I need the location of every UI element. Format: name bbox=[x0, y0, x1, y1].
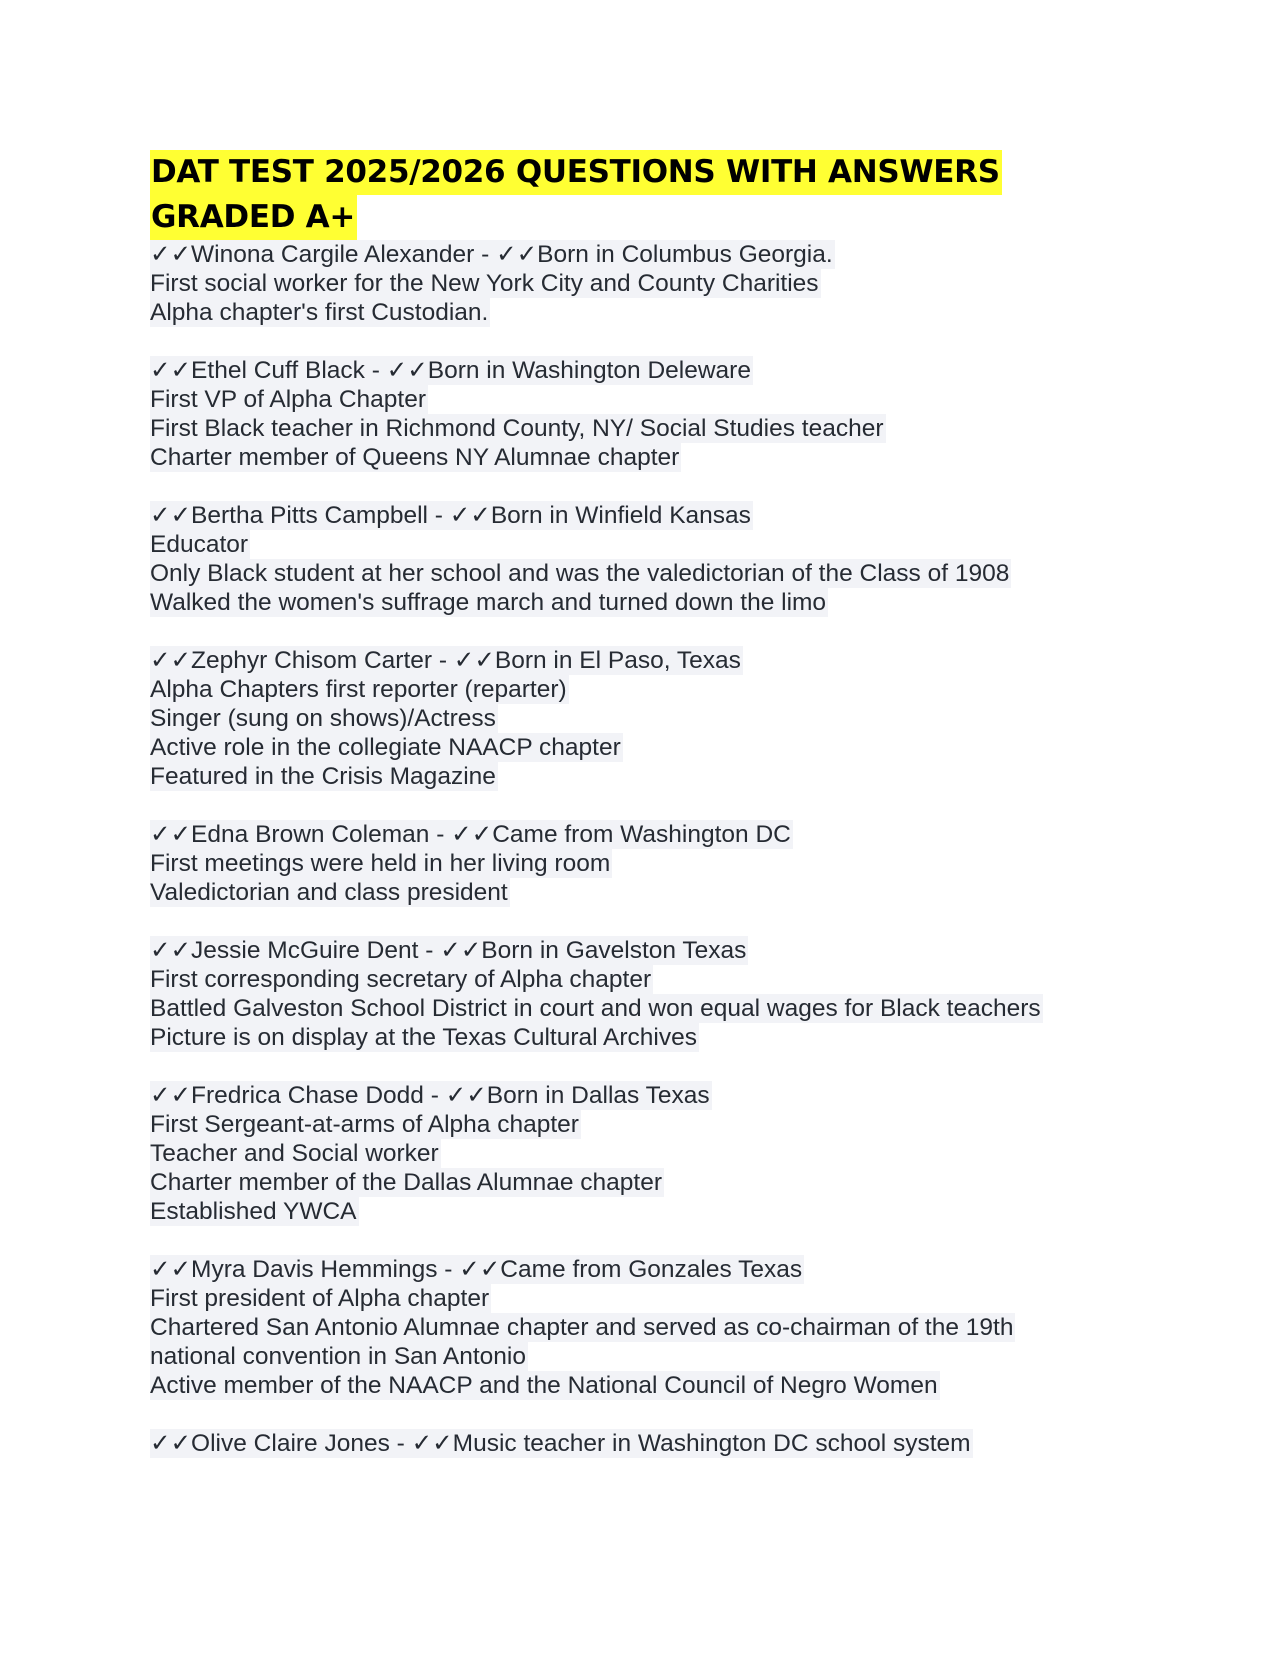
line-text: First meetings were held in her living room bbox=[150, 850, 611, 877]
line-text: ✓✓Fredrica Chase Dodd - ✓✓Born in Dallas Texas bbox=[150, 1082, 710, 1109]
qa-answer-line bbox=[150, 1168, 1160, 1197]
line-text: Only Black student at her school and was the valedictorian of the Class of 1908 bbox=[150, 560, 1010, 587]
qa-answer-line bbox=[150, 675, 1160, 704]
line-text: ✓✓Winona Cargile Alexander - ✓✓Born in Columbus Georgia. bbox=[150, 241, 833, 268]
line-text: ✓✓Zephyr Chisom Carter - ✓✓Born in El Paso, Texas bbox=[150, 647, 741, 674]
qa-answer-line bbox=[150, 385, 1160, 414]
qa-answer-line bbox=[150, 414, 1160, 443]
line-text: national convention in San Antonio bbox=[150, 1343, 526, 1370]
qa-entry bbox=[150, 936, 1160, 1052]
qa-answer-line bbox=[150, 588, 1160, 617]
qa-question-line bbox=[150, 1255, 1160, 1284]
line-text: Charter member of the Dallas Alumnae chapter bbox=[150, 1169, 663, 1196]
line-text: Featured in the Crisis Magazine bbox=[150, 763, 496, 790]
qa-answer-line bbox=[150, 878, 1160, 907]
line-text: ✓✓Jessie McGuire Dent - ✓✓Born in Gavelston Texas bbox=[150, 937, 747, 964]
qa-entry bbox=[150, 356, 1160, 472]
qa-question-line bbox=[150, 936, 1160, 965]
qa-answer-line bbox=[150, 1371, 1160, 1400]
qa-question-line bbox=[150, 501, 1160, 530]
qa-question-line bbox=[150, 646, 1160, 675]
qa-entry bbox=[150, 1081, 1160, 1226]
document-page bbox=[150, 150, 1160, 1487]
qa-answer-line bbox=[150, 1342, 1160, 1371]
qa-answer-line bbox=[150, 1313, 1160, 1342]
line-text: Established YWCA bbox=[150, 1198, 357, 1225]
qa-entry bbox=[150, 240, 1160, 327]
line-text: First Sergeant-at-arms of Alpha chapter bbox=[150, 1111, 579, 1138]
line-text: ✓✓Edna Brown Coleman - ✓✓Came from Washington DC bbox=[150, 821, 791, 848]
line-text: Picture is on display at the Texas Cultural Archives bbox=[150, 1024, 697, 1051]
title-line-1: DAT TEST 2025/2026 QUESTIONS WITH ANSWERS bbox=[150, 150, 1002, 195]
document-title bbox=[150, 150, 1160, 240]
line-text: Battled Galveston School District in court and won equal wages for Black teachers bbox=[150, 995, 1041, 1022]
line-text: First corresponding secretary of Alpha chapter bbox=[150, 966, 652, 993]
qa-entry bbox=[150, 646, 1160, 791]
line-text: Teacher and Social worker bbox=[150, 1140, 439, 1167]
question-answer-list bbox=[150, 240, 1160, 1458]
line-text: Chartered San Antonio Alumnae chapter and served as co-chairman of the 19th bbox=[150, 1314, 1014, 1341]
qa-answer-line bbox=[150, 1023, 1160, 1052]
line-text: First Black teacher in Richmond County, NY/ Social Studies teacher bbox=[150, 415, 884, 442]
qa-answer-line bbox=[150, 704, 1160, 733]
line-text: ✓✓Olive Claire Jones - ✓✓Music teacher in Washington DC school system bbox=[150, 1430, 971, 1457]
line-text: ✓✓Ethel Cuff Black - ✓✓Born in Washington Deleware bbox=[150, 357, 751, 384]
qa-entry bbox=[150, 820, 1160, 907]
line-text: Active role in the collegiate NAACP chapter bbox=[150, 734, 621, 761]
qa-entry bbox=[150, 1255, 1160, 1400]
line-text: Alpha Chapters first reporter (reparter) bbox=[150, 676, 567, 703]
qa-answer-line bbox=[150, 994, 1160, 1023]
qa-answer-line bbox=[150, 443, 1160, 472]
line-text: First social worker for the New York City and County Charities bbox=[150, 270, 819, 297]
line-text: Educator bbox=[150, 531, 249, 558]
qa-answer-line bbox=[150, 849, 1160, 878]
line-text: ✓✓Bertha Pitts Campbell - ✓✓Born in Winfield Kansas bbox=[150, 502, 751, 529]
qa-answer-line bbox=[150, 530, 1160, 559]
qa-answer-line bbox=[150, 559, 1160, 588]
title-line-2: GRADED A+ bbox=[150, 195, 357, 240]
line-text: First VP of Alpha Chapter bbox=[150, 386, 426, 413]
qa-question-line bbox=[150, 1081, 1160, 1110]
qa-answer-line bbox=[150, 733, 1160, 762]
qa-question-line bbox=[150, 820, 1160, 849]
line-text: Alpha chapter's first Custodian. bbox=[150, 299, 489, 326]
qa-answer-line bbox=[150, 1139, 1160, 1168]
qa-answer-line bbox=[150, 298, 1160, 327]
qa-answer-line bbox=[150, 762, 1160, 791]
qa-answer-line bbox=[150, 1284, 1160, 1313]
qa-entry bbox=[150, 1429, 1160, 1458]
line-text: ✓✓Myra Davis Hemmings - ✓✓Came from Gonzales Texas bbox=[150, 1256, 803, 1283]
line-text: First president of Alpha chapter bbox=[150, 1285, 490, 1312]
qa-answer-line bbox=[150, 1197, 1160, 1226]
line-text: Charter member of Queens NY Alumnae chapter bbox=[150, 444, 680, 471]
line-text: Active member of the NAACP and the National Council of Negro Women bbox=[150, 1372, 938, 1399]
line-text: Singer (sung on shows)/Actress bbox=[150, 705, 496, 732]
qa-question-line bbox=[150, 1429, 1160, 1458]
qa-answer-line bbox=[150, 965, 1160, 994]
qa-answer-line bbox=[150, 1110, 1160, 1139]
line-text: Walked the women's suffrage march and turned down the limo bbox=[150, 589, 827, 616]
qa-entry bbox=[150, 501, 1160, 617]
qa-answer-line bbox=[150, 269, 1160, 298]
qa-question-line bbox=[150, 240, 1160, 269]
line-text: Valedictorian and class president bbox=[150, 879, 508, 906]
qa-question-line bbox=[150, 356, 1160, 385]
